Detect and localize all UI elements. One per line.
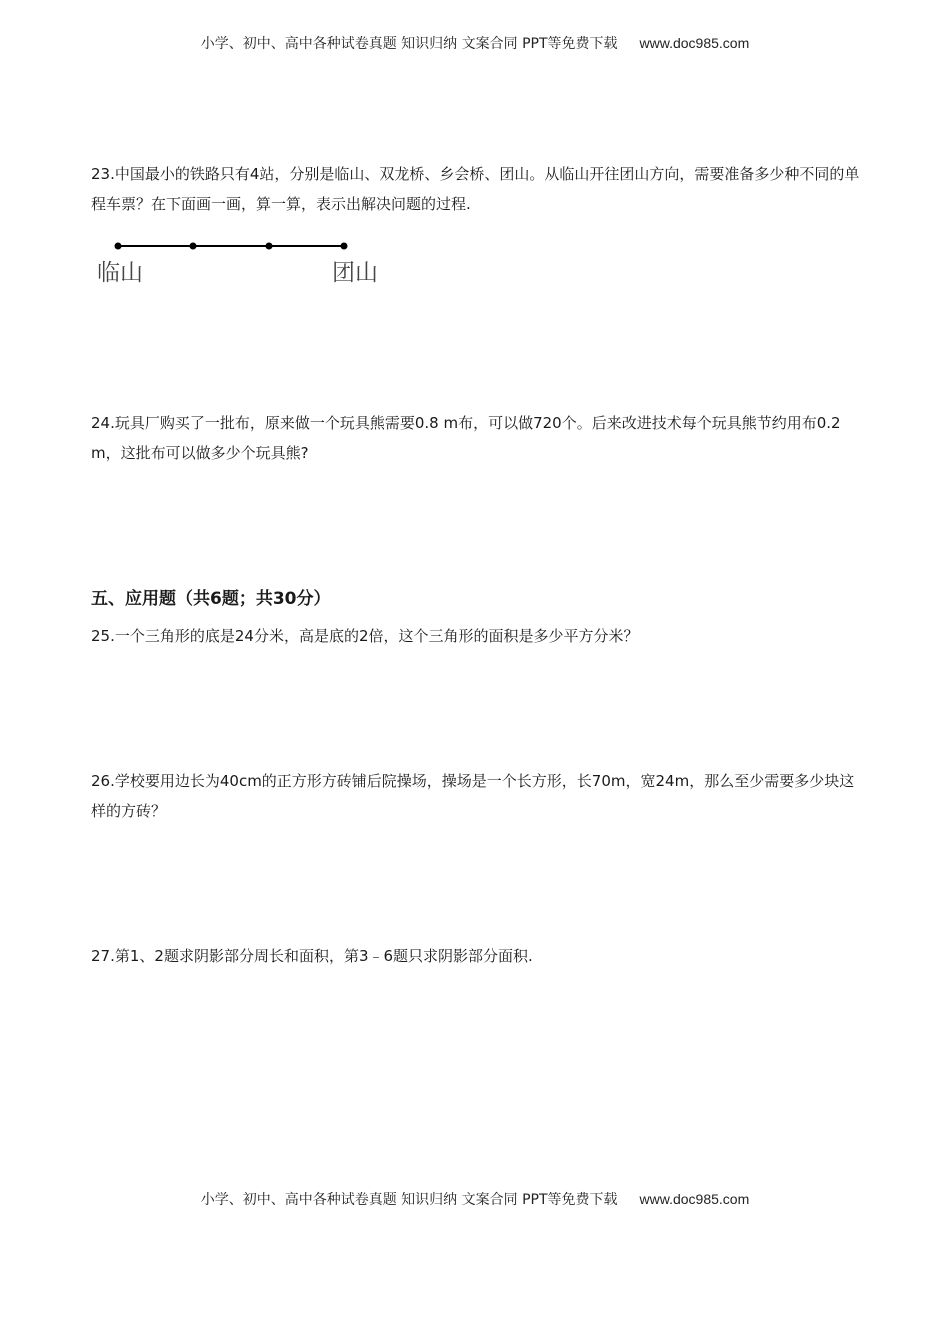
question-23: 23.中国最小的铁路只有4站，分别是临山、双龙桥、乡会桥、团山。从临山开往团山方向，需要准备多少种不同的单程车票？在下面画一画，算一算，表示出解决问题的过程.	[91, 165, 860, 213]
station-dot-3	[266, 243, 273, 250]
question-25: 25.一个三角形的底是24分米，高是底的2倍，这个三角形的面积是多少平方分米？	[91, 627, 639, 645]
header-text: 小学、初中、高中各种试卷真题 知识归纳 文案合同 PPT等免费下载	[200, 36, 618, 52]
question-26: 26.学校要用边长为40cm的正方形方砖铺后院操场，操场是一个长方形，长70m，宽24m，那么至少需要多少块这样的方砖？	[91, 772, 855, 820]
question-27: 27.第1、2题求阴影部分周长和面积，第3﹣6题只求阴影部分面积.	[91, 947, 533, 965]
station-dot-2	[190, 243, 197, 250]
station-label-start: 临山	[97, 260, 143, 286]
station-dot-1	[115, 243, 122, 250]
question-24: 24.玩具厂购买了一批布，原来做一个玩具熊需要0.8 m布，可以做720个。后来改进技术每个玩具熊节约用布0.2 m，这批布可以做多少个玩具熊?	[91, 414, 841, 462]
page-header	[0, 33, 950, 53]
station-label-end: 团山	[332, 260, 378, 286]
page-footer	[0, 1189, 950, 1209]
footer-site[interactable]: www.doc985.com	[639, 1191, 750, 1207]
section-title: 五、应用题（共6题；共30分）	[91, 589, 331, 609]
footer-text: 小学、初中、高中各种试卷真题 知识归纳 文案合同 PPT等免费下载	[200, 1192, 618, 1208]
railway-station-diagram	[92, 234, 392, 294]
station-dot-4	[341, 243, 348, 250]
header-site[interactable]: www.doc985.com	[639, 35, 750, 51]
